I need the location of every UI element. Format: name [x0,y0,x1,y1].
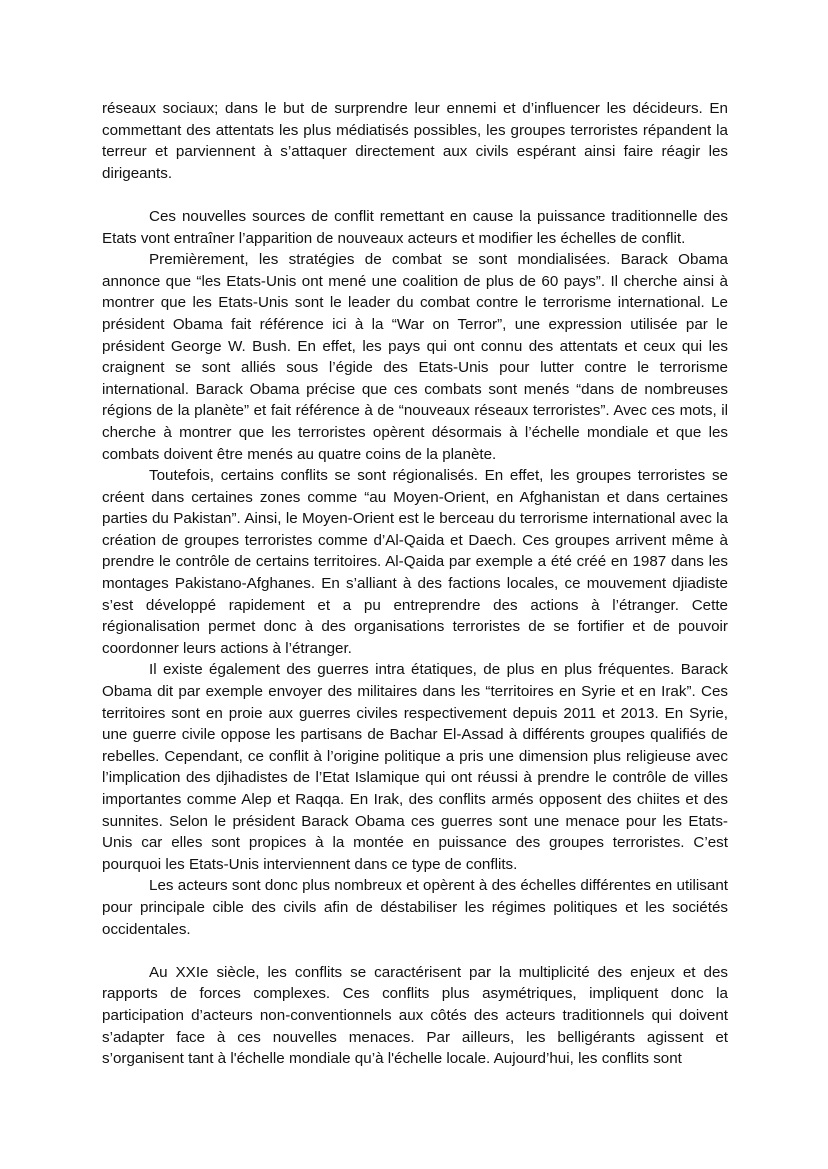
paragraph-partial-conclusion: Les acteurs sont donc plus nombreux et opèrent à des échelles différentes en utilisant pour principale cible des civils afin de déstabiliser les régimes politiques et les sociétés occidentales. [102,877,728,938]
paragraph-regionalisation: Toutefois, certains conflits se sont régionalisés. En effet, les groupes terroristes se créent dans certaines zones comme “au Moyen-Orient, en Afghanistan et dans certaines parties du Pakistan”. Ainsi, le Moyen-Orient est le berceau du terrorisme international avec la création de groupes terroristes comme d’Al-Qaida et Daech. Ces groupes arrivent même à prendre le contrôle de certains territoires. Al-Qaida par exemple a été créé en 1987 dans les montages Pakistano-Afghanes. En s’alliant à des factions locales, ce mouvement djiadiste s’est développé rapidement et a pu entreprendre des actions à l’étranger. Cette régionalisation permet donc à des organisations terroristes de se fortifier et de pouvoir coordonner leurs actions à l’étranger. [102,467,728,657]
paragraph-transition: Ces nouvelles sources de conflit remettant en cause la puissance traditionnelle des Etats vont entraîner l’apparition de nouveaux acteurs et modifier les échelles de conflit. [102,207,728,247]
paragraph-intro-continuation: réseaux sociaux; dans le but de surprendre leur ennemi et d’influencer les décideurs. En commettant des attentats les plus médiatisés possibles, les groupes terroristes répandent la terreur et parviennent à s’attaquer directement aux civils espérant ainsi faire réagir les dirigeants. [102,100,728,182]
paragraph-gap [102,184,728,206]
paragraph-mondialisation: Premièrement, les stratégies de combat se sont mondialisées. Barack Obama annonce que “les Etats-Unis ont mené une coalition de plus de 60 pays”. Il cherche ainsi à montrer que les Etats-Unis sont le leader du combat contre le terrorisme international. Le président Obama fait référence ici à la “War on Terror”, une expression utilisée par le président George W. Bush. En effet, les pays qui ont connu des attentats et ceux qui les craignent se sont alliés sous l’égide des Etats-Unis pour lutter contre le terrorisme international. Barack Obama précise que ces combats sont menés “dans de nombreuses régions de la planète” et fait référence à de “nouveaux réseaux terroristes”. Avec ces mots, il cherche à montrer que les terroristes opèrent désormais à l’échelle mondiale et que les combats doivent être menés au quatre coins de la planète. [102,251,728,463]
paragraph-guerres-intra-etatiques: Il existe également des guerres intra étatiques, de plus en plus fréquentes. Barack Obama dit par exemple envoyer des militaires dans les “territoires en Syrie et en Irak”. Ces territoires sont en proie aux guerres civiles respectivement depuis 2011 et 2013. En Syrie, une guerre civile oppose les partisans de Bachar El-Assad à différents groupes qualifiés de rebelles. Cependant, ce conflit à l’origine politique a pris une dimension plus religieuse avec l’implication des djihadistes de l’Etat Islamique qui ont réussi à prendre le contrôle de villes importantes comme Alep et Raqqa. En Irak, des conflits armés opposent des chiites et des sunnites. Selon le président Barack Obama ces guerres sont une menace pour les Etats-Unis car elles sont propices à la montée en puissance des groupes terroristes. C’est pourquoi les Etats-Unis interviennent dans ce type de conflits. [102,661,728,873]
paragraph-conclusion: Au XXIe siècle, les conflits se caractérisent par la multiplicité des enjeux et des rapports de forces complexes. Ces conflits plus asymétriques, impliquent donc la participation d’acteurs non-conventionnels aux côtés des acteurs traditionnels qui doivent s’adapter face à ces nouvelles menaces. Par ailleurs, les belligérants agissent et s’organisent tant à l'échelle mondiale qu’à l'échelle locale. Aujourd’hui, les conflits sont [102,963,728,1068]
document-page [102,98,728,1070]
paragraph-gap [102,940,728,962]
